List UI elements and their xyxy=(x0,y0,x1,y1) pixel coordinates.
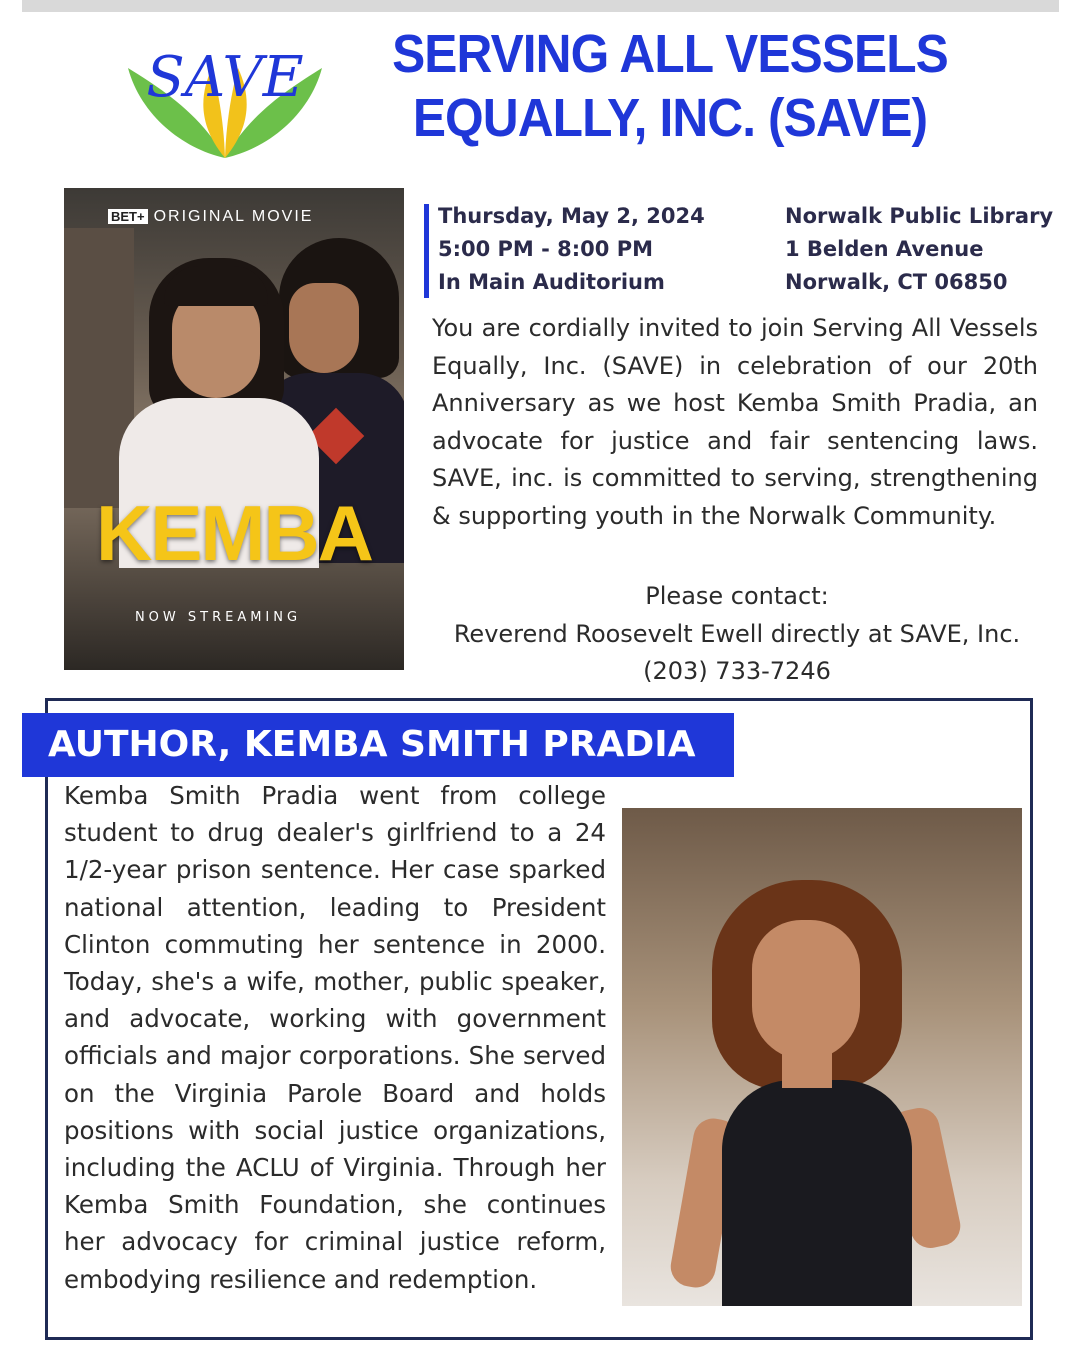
organization-title xyxy=(366,22,973,150)
contact-block xyxy=(420,578,1054,691)
poster-badge: BET+ ORIGINAL MOVIE xyxy=(108,208,313,226)
logo-text: SAVE xyxy=(146,45,304,110)
poster-tagline: NOW STREAMING xyxy=(134,610,302,625)
kemba-movie-poster xyxy=(64,188,404,670)
event-date: Thursday, May 2, 2024 xyxy=(438,204,705,228)
network-logo: BET+ xyxy=(108,209,148,224)
author-photo xyxy=(622,808,1022,1306)
title-line-1: SERVING ALL VESSELS xyxy=(392,24,948,84)
title-line-2: EQUALLY, INC. (SAVE) xyxy=(412,88,928,148)
contact-person: Reverend Roosevelt Ewell directly at SAVE, Inc. xyxy=(453,619,1021,648)
poster-title: KEMBA xyxy=(96,489,372,577)
top-divider xyxy=(22,0,1059,12)
contact-label: Please contact: xyxy=(645,582,829,610)
event-divider xyxy=(424,204,429,298)
event-datetime xyxy=(438,200,705,299)
save-logo xyxy=(120,18,330,168)
event-room: In Main Auditorium xyxy=(438,270,665,294)
contact-phone: (203) 733-7246 xyxy=(643,657,831,685)
author-bio: Kemba Smith Pradia went from college student to drug dealer's girlfriend to a 24 1/2-year prison sentence. Her case sparked national attention, leading to President Clinton commuting her sentence in 2000. Today, she's a wife, mother, public speaker, and advocate, working with government officials and major corporations. She served on the Virginia Parole Board and holds positions with social justice organizations, including the ACLU of Virginia. Through her Kemba Smith Foundation, she continues her advocacy for criminal justice reform, embodying resilience and redemption. xyxy=(64,781,606,1294)
event-city: Norwalk, CT 06850 xyxy=(785,270,1008,294)
event-address: 1 Belden Avenue xyxy=(785,237,984,261)
event-location xyxy=(785,200,1053,299)
author-heading: AUTHOR, KEMBA SMITH PRADIA xyxy=(22,713,734,777)
event-time: 5:00 PM - 8:00 PM xyxy=(438,237,654,261)
invitation-text: You are cordially invited to join Serving All Vessels Equally, Inc. (SAVE) in celebration of our 20th Anniversary as we host Kemba Smith Pradia, an advocate for justice and fair sentencing laws. SAVE, inc. is committed to serving, strengthening & supporting youth in the Norwalk Community. xyxy=(432,314,1038,530)
event-venue: Norwalk Public Library xyxy=(785,204,1054,228)
